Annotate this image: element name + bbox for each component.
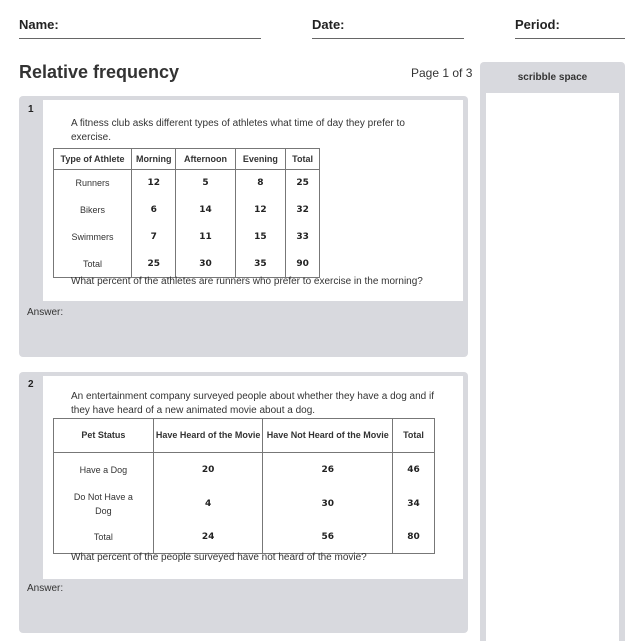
table-cell: 24 bbox=[153, 521, 263, 554]
table-cell: 5 bbox=[176, 170, 235, 197]
frequency-table bbox=[53, 418, 435, 554]
table-cell: 46 bbox=[393, 453, 435, 487]
table-header-row bbox=[54, 149, 320, 170]
table-cell: 14 bbox=[176, 197, 235, 224]
name-line[interactable] bbox=[19, 38, 261, 39]
table-cell: 30 bbox=[176, 251, 235, 278]
worksheet-title: Relative frequency bbox=[19, 62, 180, 82]
table-cell: 11 bbox=[176, 224, 235, 251]
row-label: Bikers bbox=[54, 197, 132, 224]
scribble-panel bbox=[480, 62, 625, 641]
table-header-cell: Morning bbox=[132, 149, 176, 170]
table-cell: 34 bbox=[393, 487, 435, 521]
question-number: 2 bbox=[28, 379, 34, 390]
table-header-cell: Type of Athlete bbox=[54, 149, 132, 170]
table-cell: 35 bbox=[235, 251, 286, 278]
table-cell: 56 bbox=[263, 521, 393, 554]
page-indicator: Page 1 of 3 bbox=[411, 66, 473, 80]
row-label: Do Not Have a Dog bbox=[54, 487, 154, 521]
scribble-area[interactable] bbox=[486, 93, 619, 641]
table-row bbox=[54, 197, 320, 224]
question-text: A fitness club asks different types of athletes what time of day they prefer to exercise. bbox=[71, 118, 405, 143]
table-cell: 12 bbox=[132, 170, 176, 197]
question-text: An entertainment company surveyed people about whether they have a dog and if they have heard of a new animated movie about a dog. bbox=[71, 391, 435, 416]
table-cell: 4 bbox=[153, 487, 263, 521]
question-card-2 bbox=[19, 372, 468, 633]
answer-label: Answer: bbox=[27, 307, 64, 318]
table-cell: 12 bbox=[235, 197, 286, 224]
answer-label: Answer: bbox=[27, 583, 64, 594]
table-row bbox=[54, 487, 435, 521]
question-number: 1 bbox=[28, 104, 34, 115]
question-card-1 bbox=[19, 96, 468, 357]
question-prompt: What percent of the people surveyed have not heard of the movie? bbox=[71, 552, 367, 563]
table-cell: 7 bbox=[132, 224, 176, 251]
table-row bbox=[54, 170, 320, 197]
table-header-cell: Evening bbox=[235, 149, 286, 170]
name-label: Name: bbox=[19, 17, 59, 32]
table-header-cell: Pet Status bbox=[54, 419, 154, 453]
question-body bbox=[43, 100, 463, 301]
table-cell: 26 bbox=[263, 453, 393, 487]
table-cell: 25 bbox=[132, 251, 176, 278]
table-header-cell: Total bbox=[286, 149, 320, 170]
table-cell: 25 bbox=[286, 170, 320, 197]
table-header-cell: Afternoon bbox=[176, 149, 235, 170]
date-line[interactable] bbox=[312, 38, 464, 39]
table-cell: 6 bbox=[132, 197, 176, 224]
row-label: Have a Dog bbox=[54, 453, 154, 487]
table-header-row bbox=[54, 419, 435, 453]
table-header-cell: Total bbox=[393, 419, 435, 453]
table-cell: 90 bbox=[286, 251, 320, 278]
question-body bbox=[43, 376, 463, 579]
table-cell: 32 bbox=[286, 197, 320, 224]
row-label: Total bbox=[54, 521, 154, 554]
row-label: Total bbox=[54, 251, 132, 278]
table-cell: 15 bbox=[235, 224, 286, 251]
table-total-row bbox=[54, 521, 435, 554]
table-cell: 80 bbox=[393, 521, 435, 554]
row-label: Runners bbox=[54, 170, 132, 197]
table-header-cell: Have Not Heard of the Movie bbox=[263, 419, 393, 453]
table-cell: 20 bbox=[153, 453, 263, 487]
table-row bbox=[54, 453, 435, 487]
table-total-row bbox=[54, 251, 320, 278]
table-cell: 33 bbox=[286, 224, 320, 251]
table-cell: 30 bbox=[263, 487, 393, 521]
period-line[interactable] bbox=[515, 38, 625, 39]
table-row bbox=[54, 224, 320, 251]
table-header-cell: Have Heard of the Movie bbox=[153, 419, 263, 453]
period-label: Period: bbox=[515, 17, 560, 32]
scribble-label: scribble space bbox=[517, 72, 588, 83]
row-label: Swimmers bbox=[54, 224, 132, 251]
table-cell: 8 bbox=[235, 170, 286, 197]
frequency-table bbox=[53, 148, 320, 278]
question-prompt: What percent of the athletes are runners who prefer to exercise in the morning? bbox=[71, 276, 423, 287]
date-label: Date: bbox=[312, 17, 345, 32]
